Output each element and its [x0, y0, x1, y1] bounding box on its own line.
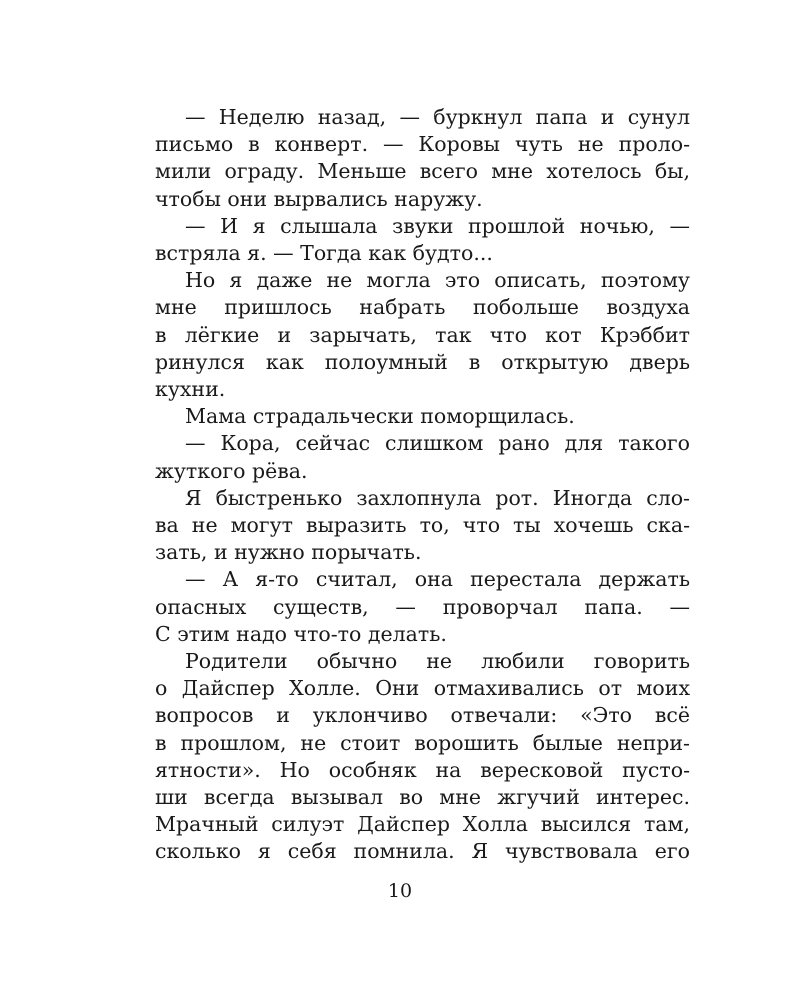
- paragraph: [155, 403, 690, 430]
- text-line: встряла я. — Тогда как будто...: [155, 241, 493, 266]
- text-line: С этим надо что-то делать.: [155, 621, 447, 646]
- text-line: ва не могут выразить то, что ты хочешь ска-: [155, 513, 690, 538]
- paragraph: [155, 485, 690, 567]
- text-line: зать, и нужно порычать.: [155, 540, 422, 565]
- text-line: — И я слышала звуки прошлой ночью, —: [185, 213, 690, 238]
- text-line: мне пришлось набрать побольше воздуха: [155, 295, 690, 320]
- text-line: в лёгкие и зарычать, так что кот Крэббит: [155, 322, 690, 347]
- text-line: ятности». Но особняк на вересковой пусто-: [155, 757, 690, 782]
- text-line: — А я-то считал, она перестала держать: [185, 567, 690, 592]
- text-line: — Неделю назад, — буркнул папа и сунул: [185, 105, 690, 129]
- paragraph: [155, 648, 690, 866]
- text-line: чтобы они вырвались наружу.: [155, 186, 483, 211]
- page-body-text: [155, 104, 690, 866]
- text-line: о Дайспер Холле. Они отмахивались от моих: [155, 676, 690, 701]
- text-line: сколько я себя помнила. Я чувствовала его: [155, 839, 690, 864]
- text-line: Мрачный силуэт Дайспер Холла высился там,: [155, 812, 690, 837]
- text-line: жуткого рёва.: [155, 458, 308, 483]
- paragraph: [155, 430, 690, 484]
- page-number: 10: [387, 880, 413, 902]
- text-line: Родители обычно не любили говорить: [185, 649, 690, 674]
- text-line: — Кора, сейчас слишком рано для такого: [185, 431, 690, 456]
- paragraph: [155, 566, 690, 648]
- text-line: кухни.: [155, 377, 226, 402]
- text-line: ринулся как полоумный в открытую дверь: [155, 349, 690, 374]
- paragraph: [155, 104, 690, 213]
- text-line: Я быстренько захлопнула рот. Иногда сло-: [185, 485, 690, 510]
- text-line: опасных существ, — проворчал папа. —: [155, 594, 690, 619]
- text-line: ши всегда вызывал во мне жгучий интерес.: [155, 785, 690, 810]
- text-line: мили ограду. Меньше всего мне хотелось бы,: [155, 159, 690, 184]
- text-line: Мама страдальчески поморщилась.: [185, 404, 575, 429]
- paragraph: [155, 267, 690, 403]
- text-line: в прошлом, не стоит ворошить былые непри-: [155, 730, 690, 755]
- text-line: письмо в конверт. — Коровы чуть не проло-: [155, 132, 690, 157]
- text-line: Но я даже не могла это описать, поэтому: [185, 268, 690, 293]
- paragraph: [155, 213, 690, 267]
- text-line: вопросов и уклончиво отвечали: «Это всё: [155, 703, 690, 728]
